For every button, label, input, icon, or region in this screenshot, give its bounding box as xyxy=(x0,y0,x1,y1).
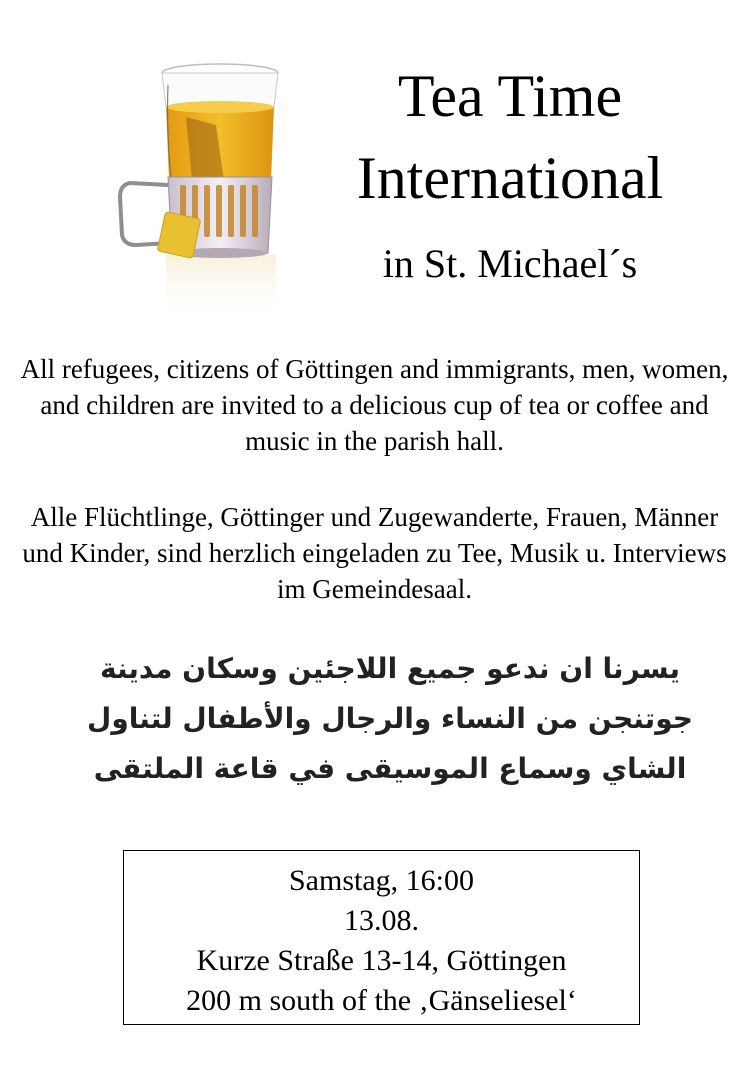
event-address: Kurze Straße 13-14, Göttingen xyxy=(196,944,567,977)
invitation-arabic: يسرنا ان ندعو جميع اللاجئين وسكان مدينة جوتنجن من النساء والرجال والأطفال لتناول الشاي وسماع الموسيقى في قاعة الملتقى xyxy=(87,652,693,785)
subtitle: in St. Michael´s xyxy=(382,241,638,286)
invitation-german: Alle Flüchtlinge, Göttinger und Zugewanderte, Frauen, Männer und Kinder, sind herzlich eingeladen zu Tee, Musik u. Interviews im Gemeindesaal. xyxy=(22,502,727,604)
event-directions: 200 m south of the ‚Gänseliesel‘ xyxy=(186,984,577,1017)
title-line-1: Tea Time xyxy=(397,63,623,129)
event-day-time: Samstag, 16:00 xyxy=(289,864,474,897)
invitation-english: All refugees, citizens of Göttingen and immigrants, men, women, and children are invited to a delicious cup of tea or coffee and music in the parish hall. xyxy=(20,354,729,456)
event-info-box xyxy=(123,850,640,1025)
event-date: 13.08. xyxy=(344,904,419,937)
title-line-2: International xyxy=(356,145,664,211)
tea-glass-icon xyxy=(108,55,298,330)
